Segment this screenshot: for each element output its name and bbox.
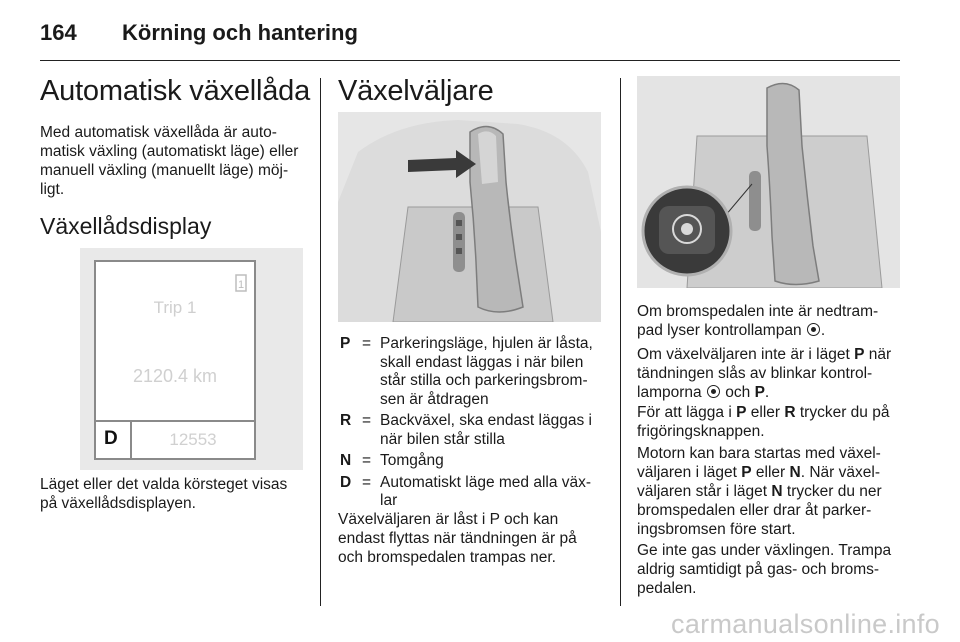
gear-row-n	[338, 452, 603, 471]
selector-note: Växelväljaren är låst i P och kan endast flyttas när tändningen är på och bromspedalen trampas ner.	[338, 511, 577, 566]
gear-indicator: D	[104, 428, 118, 449]
trip-label: Trip 1	[153, 298, 197, 317]
gear-row-p	[338, 335, 603, 409]
gear-desc: Backväxel, ska endast läggas i när bilen står stilla	[380, 412, 592, 448]
section-title: Automatisk växellåda	[40, 75, 311, 107]
transmission-display-figure	[80, 248, 303, 470]
column-divider-right	[620, 78, 621, 606]
brake-lamp-icon	[707, 385, 720, 398]
gear-row-d	[338, 474, 603, 511]
watermark: carmanualsonline.info	[671, 609, 940, 639]
page-number: 164	[40, 20, 77, 45]
selector-lever-figure	[338, 112, 601, 322]
gear-eq: =	[362, 452, 372, 469]
display-caption: Läget eller det valda körsteget visas på växellådsdisplayen.	[40, 476, 288, 512]
gear-eq: =	[362, 473, 372, 491]
gear-key: R	[340, 412, 352, 429]
gear-key: P	[340, 335, 351, 352]
gear-row-r	[338, 412, 603, 449]
display-divider	[96, 420, 254, 422]
gear-desc: Parkeringsläge, hjulen är låsta, skall endast läggas i när bilen står stilla och parkeringsbrom-sen är åtdragen	[380, 335, 593, 408]
release-paragraph: För att lägga i P eller R trycker du på frigöringsknappen.	[637, 404, 890, 440]
gear-eq: =	[362, 412, 372, 429]
brake-lamp-illustration	[637, 76, 900, 288]
trip-page-icon	[234, 274, 248, 292]
page-header	[40, 12, 920, 60]
brake-lamp-figure	[637, 76, 900, 288]
display-screen	[94, 260, 256, 460]
gear-desc: Tomgång	[380, 452, 444, 469]
start-paragraph: Motorn kan bara startas med växel-väljaren i läget P eller N. När växel-väljaren står i läget N trycker du ner bromspedalen eller drar åt parker-ingsbromsen före start.	[637, 445, 882, 538]
trip-icon-label: 1	[237, 279, 245, 291]
gear-key: D	[340, 473, 352, 491]
brake-lamp-paragraph: Om bromspedalen inte är nedtram-pad lyser kontrollampan .	[637, 303, 879, 339]
subsection-title: Växellådsdisplay	[40, 213, 212, 239]
pedal-warning-paragraph: Ge inte gas under växlingen. Trampa aldrig samtidigt på gas- och broms-pedalen.	[637, 542, 892, 597]
ignition-paragraph: Om växelväljaren inte är i läget P när tändningen slås av blinkar kontrol-lamporna och P.	[637, 346, 892, 401]
gear-key: N	[340, 452, 352, 469]
intro-text: Med automatisk växellåda är auto-matisk växling (automatiskt läge) eller manuell växling (manuellt läge) möj-ligt.	[40, 124, 299, 198]
gear-positions-list	[338, 335, 603, 514]
column-divider-left	[320, 78, 321, 606]
brake-lamp-icon	[807, 323, 820, 336]
gear-desc: Automatiskt läge med alla väx-lar	[380, 473, 592, 509]
odometer: 12553	[169, 430, 217, 449]
header-rule	[40, 60, 900, 61]
trip-distance: 2120.4 km	[132, 366, 218, 386]
gear-eq: =	[362, 335, 372, 352]
selector-title: Växelväljare	[338, 75, 494, 107]
selector-lever-illustration	[338, 112, 601, 322]
chapter-title: Körning och hantering	[122, 20, 358, 45]
